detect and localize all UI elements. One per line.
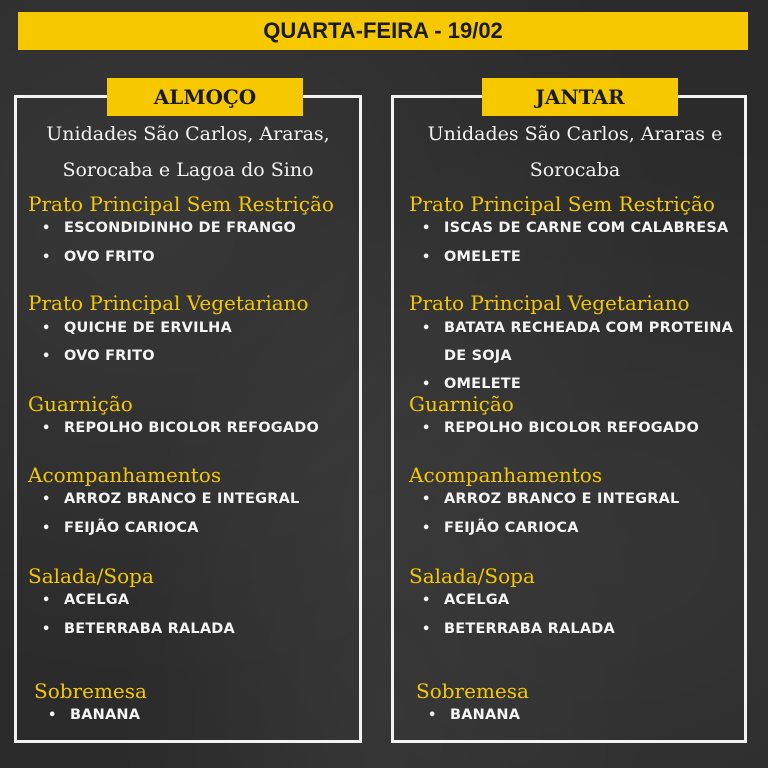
bullet-icon: • <box>42 321 51 336</box>
lunch-tag-label: ALMOÇO <box>153 85 257 109</box>
list-item <box>422 320 733 336</box>
item-label: OVO FRITO <box>64 348 155 364</box>
bullet-icon: • <box>42 622 51 637</box>
item-label: BETERRABA RALADA <box>444 621 615 637</box>
day-title: QUARTA-FEIRA - 19/02 <box>263 18 503 43</box>
bullet-icon: • <box>422 492 431 507</box>
item-label: ACELGA <box>444 592 510 608</box>
dinner-category-accomp: Acompanhamentos <box>409 463 603 487</box>
dinner-category-dessert: Sobremesa <box>416 679 529 703</box>
bullet-icon: • <box>42 221 51 236</box>
list-item <box>422 376 521 392</box>
day-header <box>18 12 748 50</box>
bullet-icon: • <box>428 708 437 723</box>
lunch-units-line2: Sorocaba e Lagoa do Sino <box>62 159 314 181</box>
bullet-icon: • <box>42 521 51 536</box>
list-item <box>42 491 299 507</box>
bullet-icon: • <box>42 421 51 436</box>
bullet-icon: • <box>42 492 51 507</box>
dinner-category-main: Prato Principal Sem Restrição <box>409 192 715 216</box>
list-item <box>42 420 319 436</box>
item-label: BANANA <box>70 707 141 723</box>
list-item <box>422 420 699 436</box>
item-label: ISCAS DE CARNE COM CALABRESA <box>444 220 729 236</box>
dinner-tag <box>482 78 678 116</box>
dinner-category-veg: Prato Principal Vegetariano <box>409 291 690 315</box>
dinner-units-line2: Sorocaba <box>529 159 621 181</box>
list-item <box>42 320 232 336</box>
lunch-tag <box>107 78 303 116</box>
list-item <box>428 707 520 723</box>
bullet-icon: • <box>422 421 431 436</box>
dinner-tag-label: JANTAR <box>535 85 625 109</box>
item-label: ESCONDIDINHO DE FRANGO <box>64 220 297 236</box>
list-item <box>422 249 521 265</box>
list-item <box>422 621 615 637</box>
bullet-icon: • <box>422 377 431 392</box>
list-item <box>42 592 129 608</box>
bullet-icon: • <box>422 321 431 336</box>
list-item <box>42 348 155 364</box>
bullet-icon: • <box>422 593 431 608</box>
lunch-category-dessert: Sobremesa <box>34 679 147 703</box>
lunch-units-line1: Unidades São Carlos, Araras, <box>46 123 330 145</box>
list-item <box>42 520 199 536</box>
lunch-category-salad: Salada/Sopa <box>28 564 154 588</box>
item-label: OMELETE <box>444 376 522 392</box>
lunch-category-main: Prato Principal Sem Restrição <box>28 192 334 216</box>
item-label: OMELETE <box>444 249 522 265</box>
item-label: ARROZ BRANCO E INTEGRAL <box>444 491 680 507</box>
bullet-icon: • <box>422 521 431 536</box>
item-label: FEIJÃO CARIOCA <box>444 520 579 536</box>
list-item <box>42 249 155 265</box>
list-item <box>42 220 296 236</box>
bullet-icon: • <box>48 708 57 723</box>
item-label: ARROZ BRANCO E INTEGRAL <box>64 491 300 507</box>
item-label: BATATA RECHEADA COM PROTEINA <box>444 320 734 336</box>
item-label: FEIJÃO CARIOCA <box>64 520 199 536</box>
item-label: BETERRABA RALADA <box>64 621 235 637</box>
bullet-icon: • <box>42 349 51 364</box>
lunch-category-accomp: Acompanhamentos <box>28 463 222 487</box>
item-label: QUICHE DE ERVILHA <box>64 320 232 336</box>
list-item <box>48 707 140 723</box>
list-item <box>422 220 728 236</box>
lunch-units <box>30 116 346 188</box>
item-label: ACELGA <box>64 592 130 608</box>
bullet-icon: • <box>422 221 431 236</box>
bullet-icon: • <box>422 250 431 265</box>
dinner-category-side: Guarnição <box>409 392 514 416</box>
bullet-icon: • <box>42 250 51 265</box>
dinner-category-salad: Salada/Sopa <box>409 564 535 588</box>
dinner-units <box>405 116 745 188</box>
dinner-units-line1: Unidades São Carlos, Araras e <box>427 123 723 145</box>
bullet-icon: • <box>42 593 51 608</box>
list-item <box>422 520 579 536</box>
list-item <box>422 491 679 507</box>
item-label: REPOLHO BICOLOR REFOGADO <box>64 420 320 436</box>
list-item-continuation: DE SOJA <box>444 348 512 364</box>
lunch-category-veg: Prato Principal Vegetariano <box>28 291 309 315</box>
lunch-category-side: Guarnição <box>28 392 133 416</box>
item-label: REPOLHO BICOLOR REFOGADO <box>444 420 700 436</box>
item-label: BANANA <box>450 707 521 723</box>
list-item <box>422 592 509 608</box>
bullet-icon: • <box>422 622 431 637</box>
item-label: OVO FRITO <box>64 249 155 265</box>
list-item <box>42 621 235 637</box>
